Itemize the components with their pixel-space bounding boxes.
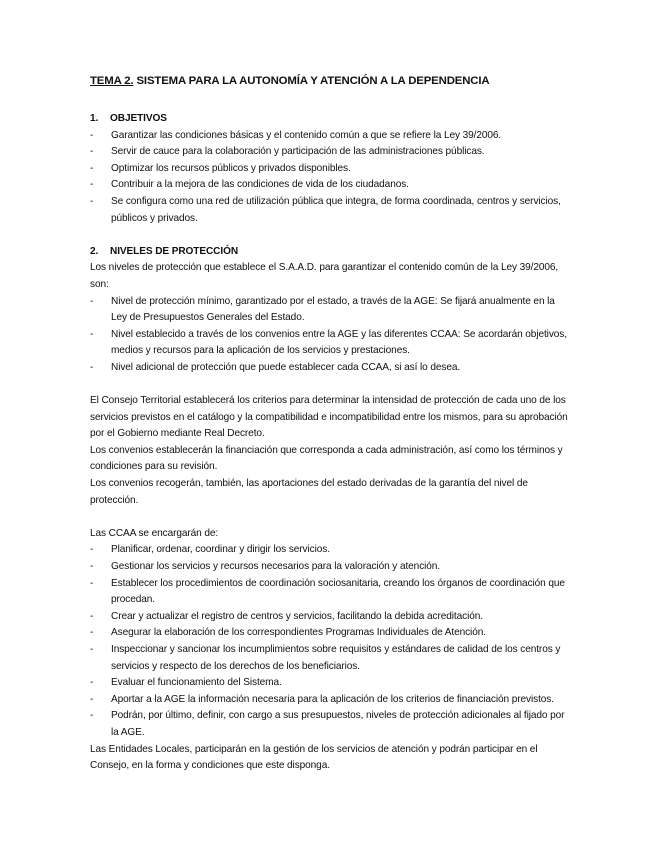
list-item: - Nivel de protección mínimo, garantizado por el estado, a través de la AGE: Se fijará anualmente en la Ley de Presupuestos Generales del Estado. — [90, 294, 570, 327]
title-text: SISTEMA PARA LA AUTONOMÍA Y ATENCIÓN A LA DEPENDENCIA — [133, 75, 490, 87]
list-item: - Nivel establecido a través de los convenios entre la AGE y las diferentes CCAA: Se acordarán objetivos, medios y recursos para la aplicación de los servicios y prestaciones. — [90, 327, 570, 360]
title-number: TEMA 2. — [90, 75, 134, 87]
list-item: - Se configura como una red de utilización pública que integra, de forma coordinada, centros y servicios, públicos y privados. — [90, 194, 570, 227]
paragraph-consejo: El Consejo Territorial establecerá los criterios para determinar la intensidad de protección de cada uno de los servicios previstos en el catálogo y la compatibilidad e incompatibilidad entre los mismos, para su aprobación por el Gobierno mediante Real Decreto. — [90, 395, 568, 440]
list-item: - Aportar a la AGE la información necesaria para la aplicación de los criterios de financiación previstos. — [90, 692, 570, 709]
list-item: - Planificar, ordenar, coordinar y dirigir los servicios. — [90, 542, 570, 559]
list-item: - Contribuir a la mejora de las condiciones de vida de los ciudadanos. — [90, 177, 570, 194]
paragraph-entidades-locales: Las Entidades Locales, participarán en la gestión de los servicios de atención y podrán participar en el Consejo, en la forma y condiciones que este disponga. — [90, 743, 538, 772]
niveles-intro: Los niveles de protección que establece el S.A.A.D. para garantizar el contenido común de la Ley 39/2006, son: — [90, 262, 559, 290]
list-item: - Optimizar los recursos públicos y privados disponibles. — [90, 161, 570, 178]
list-item: - Gestionar los servicios y recursos necesarios para la valoración y atención. — [90, 559, 570, 576]
list-item: - Podrán, por último, definir, con cargo a sus presupuestos, niveles de protección adicionales al fijado por la AGE. — [90, 708, 570, 741]
section-heading-text: OBJETIVOS — [110, 113, 167, 124]
list-item: - Garantizar las condiciones básicas y el contenido común a que se refiere la Ley 39/2006. — [90, 128, 570, 145]
section-number: 1. — [90, 113, 99, 124]
ccaa-list — [90, 542, 570, 741]
section-heading-text: NIVELES DE PROTECCIÓN — [110, 245, 239, 257]
niveles-list — [90, 294, 570, 377]
section-heading-niveles — [90, 244, 570, 261]
document-title — [90, 75, 489, 87]
list-item: - Establecer los procedimientos de coordinación sociosanitaria, creando los órganos de coordinación que procedan. — [90, 576, 570, 609]
list-item: - Servir de cauce para la colaboración y participación de las administraciones públicas. — [90, 144, 570, 161]
paragraph-convenios-aportaciones: Los convenios recogerán, también, las aportaciones del estado derivadas de la garantía del nivel de protección. — [90, 478, 528, 506]
list-item: - Nivel adicional de protección que puede establecer cada CCAA, si así lo desea. — [90, 360, 570, 377]
section-heading-objetivos — [90, 111, 570, 128]
section-number: 2. — [90, 245, 99, 257]
list-item: - Asegurar la elaboración de los correspondientes Programas Individuales de Atención. — [90, 625, 570, 642]
list-item: - Crear y actualizar el registro de centros y servicios, facilitando la debida acreditación. — [90, 609, 570, 626]
objetivos-list — [90, 128, 570, 228]
list-item: - Evaluar el funcionamiento del Sistema. — [90, 675, 570, 692]
document-body — [90, 111, 570, 775]
ccaa-intro: Las CCAA se encargarán de: — [90, 527, 219, 539]
paragraph-convenios-financiacion: Los convenios establecerán la financiación que corresponda a cada administración, así como los términos y condiciones para su revisión. — [90, 444, 563, 473]
list-item: - Inspeccionar y sancionar los incumplimientos sobre requisitos y estándares de calidad de los centros y servicios y respecto de los derechos de los beneficiarios. — [90, 642, 570, 675]
